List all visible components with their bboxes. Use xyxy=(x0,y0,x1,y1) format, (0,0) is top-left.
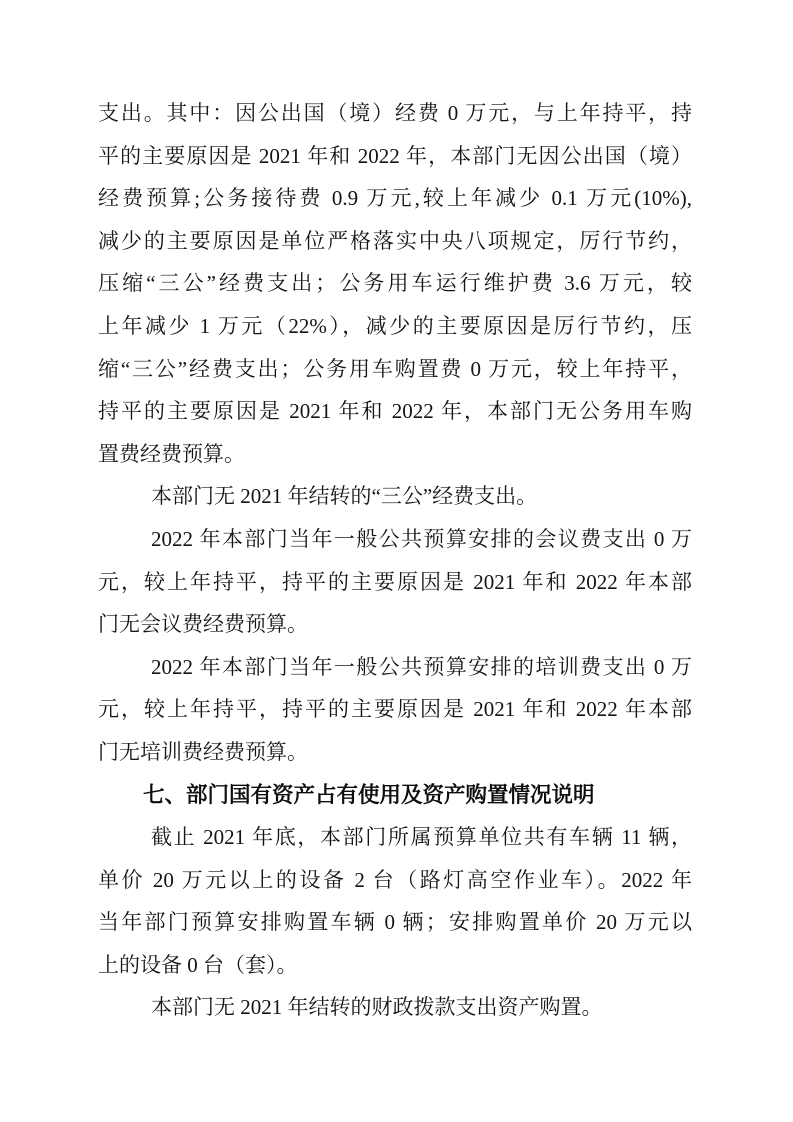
text-line: 本部门无 2021 年结转的财政拨款支出资产购置。 xyxy=(151,995,603,1020)
text-line: 截止 2021 年底，本部门所属预算单位共有车辆 11 辆， xyxy=(151,825,692,850)
text-line: 支出。其中：因公出国（境）经费 0 万元，与上年持平，持 xyxy=(98,101,692,125)
text-line: 持平的主要原因是 2021 年和 2022 年，本部门无公务用车购 xyxy=(98,399,692,424)
section-heading: 七、部门国有资产占有使用及资产购置情况说明 xyxy=(143,782,595,807)
text-line: 2022 年本部门当年一般公共预算安排的会议费支出 0 万 xyxy=(151,526,692,551)
text-line: 2022 年本部门当年一般公共预算安排的培训费支出 0 万 xyxy=(151,654,692,679)
document-body xyxy=(98,92,692,1029)
text-line: 缩“三公”经费支出；公务用车购置费 0 万元，较上年持平， xyxy=(98,356,692,381)
text-line: 元，较上年持平，持平的主要原因是 2021 年和 2022 年本部 xyxy=(98,569,692,594)
text-line: 置费经费预算。 xyxy=(98,441,245,466)
text-line: 上年减少 1 万元（22%），减少的主要原因是厉行节约，压 xyxy=(98,313,692,338)
text-line: 本部门无 2021 年结转的“三公”经费支出。 xyxy=(151,484,538,509)
text-line: 平的主要原因是 2021 年和 2022 年，本部门无因公出国（境） xyxy=(98,143,692,168)
text-line: 上的设备 0 台（套）。 xyxy=(98,952,298,977)
text-line: 门无会议费经费预算。 xyxy=(98,612,308,637)
text-line: 门无培训费经费预算。 xyxy=(98,739,308,764)
text-line: 压缩“三公”经费支出；公务用车运行维护费 3.6 万元，较 xyxy=(98,271,692,296)
text-line: 当年部门预算安排购置车辆 0 辆；安排购置单价 20 万元以 xyxy=(98,910,692,935)
text-line: 经费预算;公务接待费 0.9 万元,较上年减少 0.1 万元(10%), xyxy=(98,186,692,211)
text-line: 单价 20 万元以上的设备 2 台（路灯高空作业车）。2022 年 xyxy=(98,867,692,892)
text-line: 减少的主要原因是单位严格落实中央八项规定，厉行节约， xyxy=(98,228,692,253)
text-line: 元，较上年持平，持平的主要原因是 2021 年和 2022 年本部 xyxy=(98,697,692,722)
